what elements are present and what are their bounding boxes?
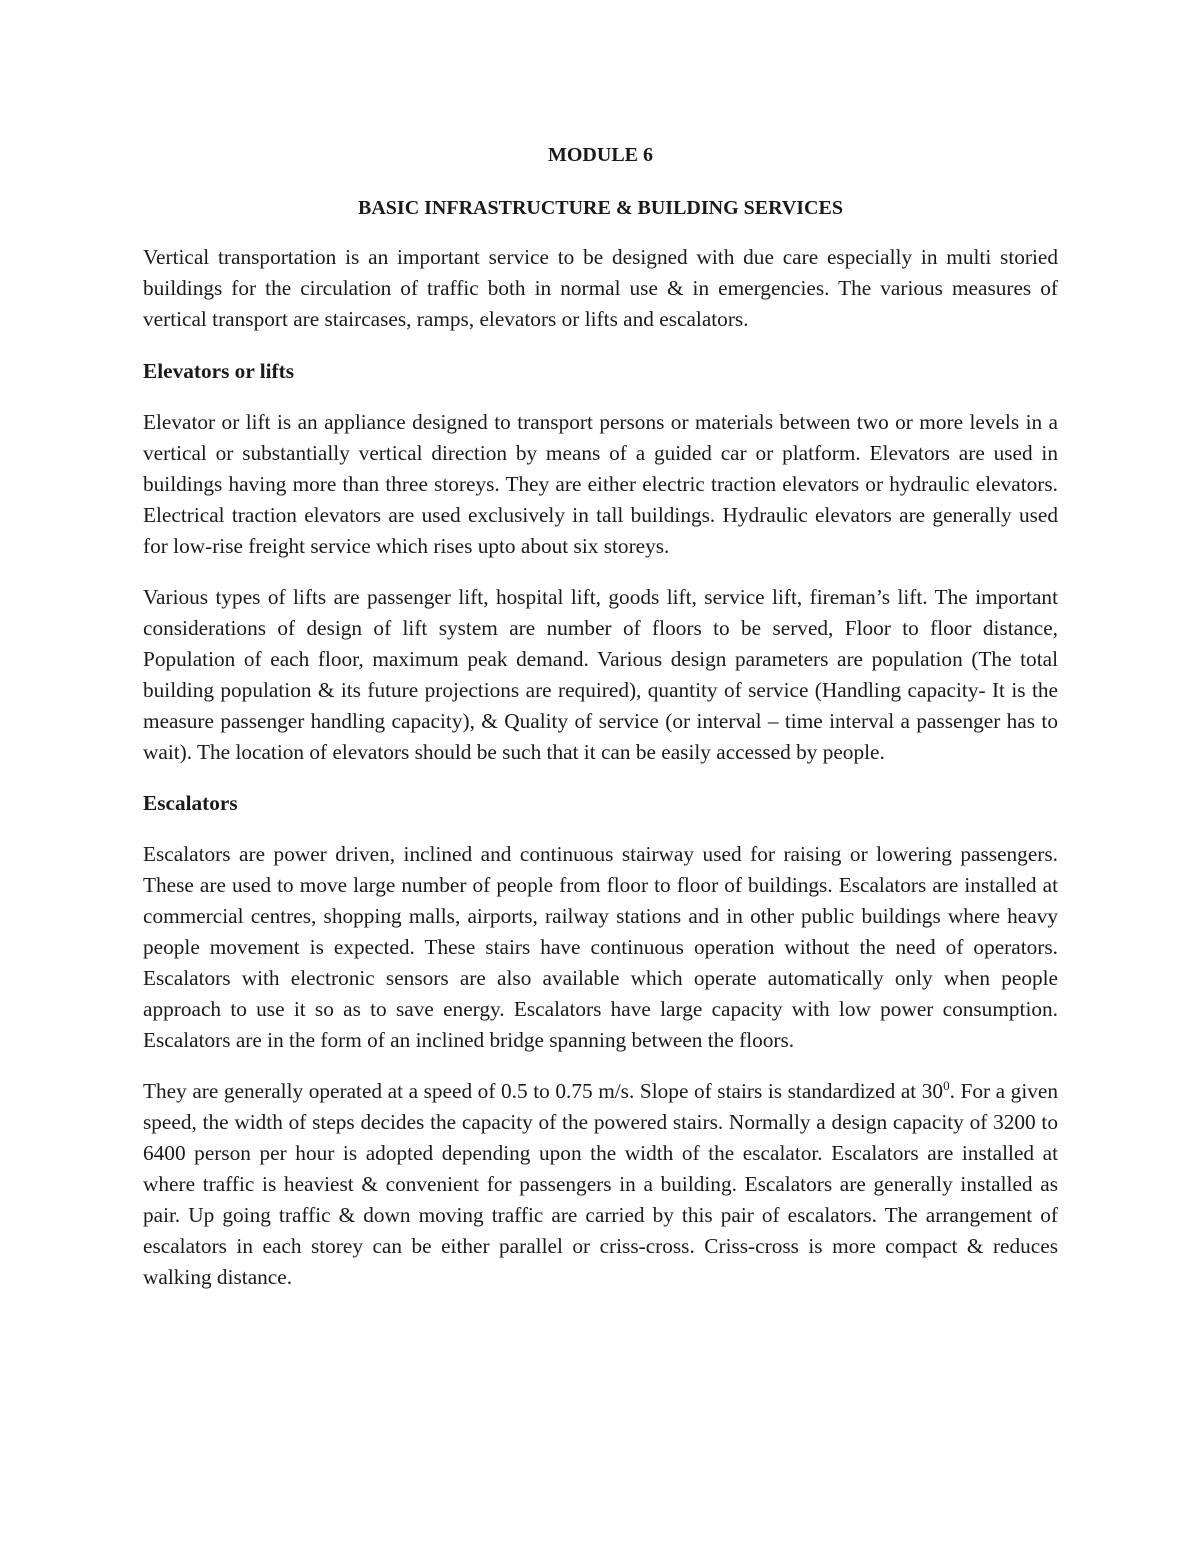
elevators-paragraph-1: Elevator or lift is an appliance designed to transport persons or materials between two or more levels in a vertical or substantially vertical direction by means of a guided car or platform. Elevators are used in buildings having more than three storeys. They are either electric traction elevators or hydraulic elevators. Electrical traction elevators are used exclusively in tall buildings. Hydraulic elevators are generally used for low-rise freight service which rises upto about six storeys.	[143, 410, 1058, 558]
escalators-paragraph-1: Escalators are power driven, inclined and continuous stairway used for raising or lowering passengers. These are used to move large number of people from floor to floor of buildings. Escalators are installed at commercial centres, shopping malls, airports, railway stations and in other public buildings where heavy people movement is expected. These stairs have continuous operation without the need of operators. Escalators with electronic sensors are also available which operate automatically only when people approach to use it so as to save energy. Escalators have large capacity with low power consumption. Escalators are in the form of an inclined bridge spanning between the floors.	[143, 842, 1058, 1052]
page-subtitle: BASIC INFRASTRUCTURE & BUILDING SERVICES	[358, 197, 843, 219]
degree-superscript: 0	[943, 1077, 950, 1093]
escalators-paragraph-2	[143, 1076, 1058, 1293]
escalators-paragraph-2-start: They are generally operated at a speed of 0.5 to 0.75 m/s. Slope of stairs is standardized at 30	[143, 1079, 944, 1103]
elevators-heading: Elevators or lifts	[143, 359, 295, 383]
elevators-paragraph-2: Various types of lifts are passenger lift, hospital lift, goods lift, service lift, fireman’s lift. The important considerations of design of lift system are number of floors to be served, Floor to floor distance, Population of each floor, maximum peak demand. Various design parameters are population (The total building population & its future projections are required), quantity of service (Handling capacity- It is the measure passenger handling capacity), & Quality of service (or interval – time interval a passenger has to wait). The location of elevators should be such that it can be easily accessed by people.	[143, 585, 1058, 764]
escalators-heading: Escalators	[143, 791, 238, 815]
module-title: MODULE 6	[548, 144, 653, 166]
document-page	[143, 140, 1058, 1293]
intro-paragraph: Vertical transportation is an important service to be designed with due care especially in multi storied buildings for the circulation of traffic both in normal use & in emergencies. The various measures of vertical transport are staircases, ramps, elevators or lifts and escalators.	[143, 245, 1058, 331]
escalators-paragraph-2-end: . For a given speed, the width of steps decides the capacity of the powered stairs. Normally a design capacity of 3200 to 6400 person per hour is adopted depending upon the width of the escalator. Escalators are installed at where traffic is heaviest & convenient for passengers in a building. Escalators are generally installed as pair. Up going traffic & down moving traffic are carried by this pair of escalators. The arrangement of escalators in each storey can be either parallel or criss-cross. Criss-cross is more compact & reduces walking distance.	[143, 1079, 1058, 1289]
